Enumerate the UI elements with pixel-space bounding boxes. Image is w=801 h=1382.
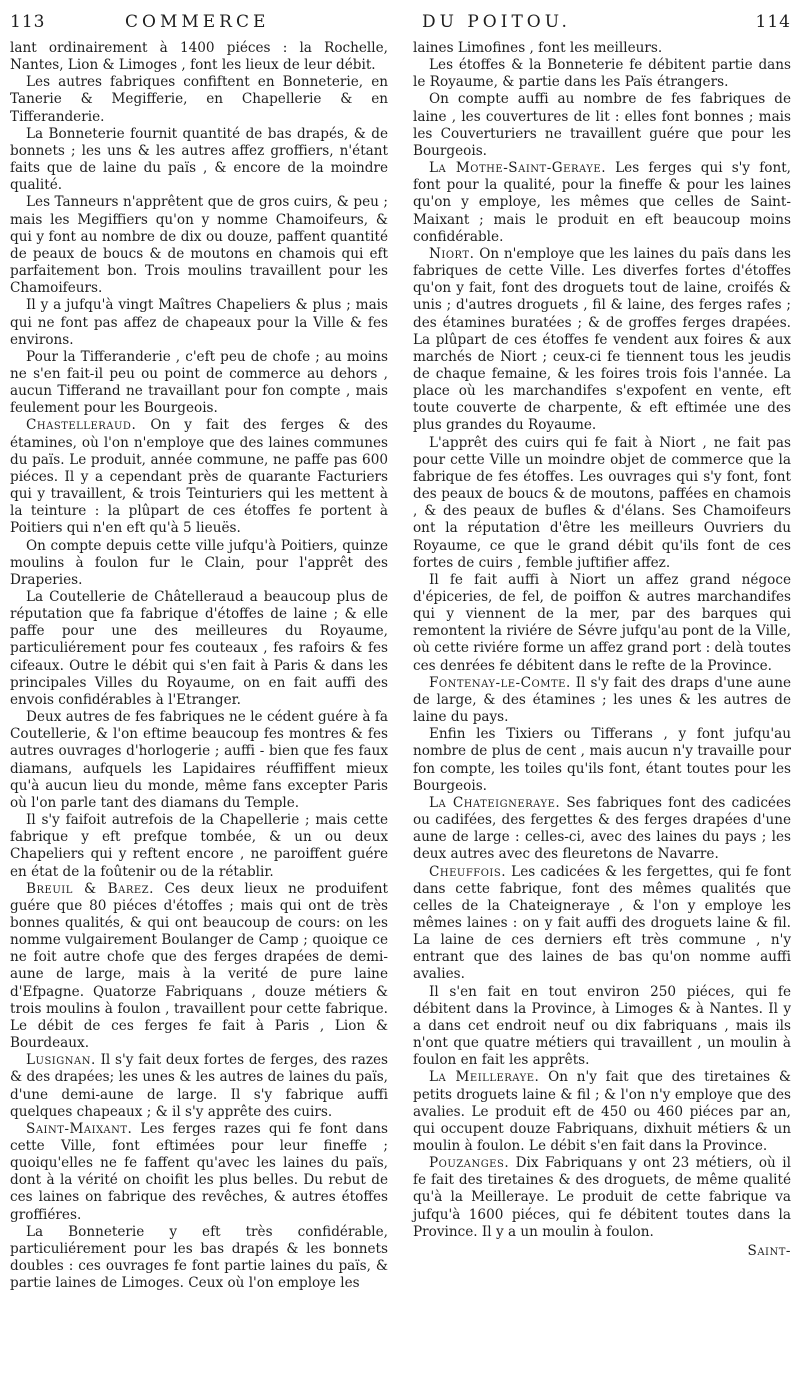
paragraph: Les Tanneurs n'apprêtent que de gros cuirs, & peu ; mais les Megiffiers qu'on y nomme Chamoifeurs, & qui y font au nombre de dix ou douze, paffent quantité de peaux de boucs & de moutons en chamois qui eft parfaitement bon. Trois moulins travaillent pour les Chamoifeurs. <box>10 194 388 297</box>
paragraph: La Mothe-Saint-Geraye. Les ferges qui s'y font, font pour la qualité, pour la fineffe & pour les laines qu'on y employe, les mêmes que celles de Saint-Maixant ; mais le produit en eft beaucoup moins confidérable. <box>413 160 791 245</box>
paragraph: laines Limofines , font les meilleurs. <box>413 40 663 56</box>
right-column <box>413 40 791 1260</box>
page-number-right: 114 <box>755 12 791 32</box>
place-name: La Chateigneraye. <box>429 794 561 811</box>
paragraph: Il s'y faifoit autrefois de la Chapellerie ; mais cette fabrique y eft prefque tombée, & un ou deux Chapeliers qui y reftent encore , ne paroiffent guére en état de la foûtenir ou de la rétablir. <box>10 812 388 880</box>
place-name: Cheuffois. <box>429 863 507 880</box>
place-name: Saint-Maixant. <box>26 1120 133 1137</box>
paragraph: Cheuffois. Les cadicées & les fergettes, qui fe font dans cette fabrique, font des mêmes qualités que celles de la Chateigneraye , & l'on y employe les mêmes laines : on y fait auffi des droguets laine & fil. La laine de ces derniers eft très commune , n'y entrant que des laines de bas qu'on nomme auffi avalies. <box>413 863 791 983</box>
paragraph: On compte auffi au nombre de fes fabriques de laine , les couvertures de lit : elles font bonnes ; mais les Couverturiers ne travaillent guére que pour les Bourgeois. <box>413 91 791 159</box>
paragraph: La Chateigneraye. Ses fabriques font des cadicées ou cadifées, des fergettes & des ferges drapées d'une aune de large : celles-ci, avec des laines du pays ; les deux autres avec des fleuretons de Navarre. <box>413 794 791 863</box>
paragraph: On compte depuis cette ville jufqu'à Poitiers, quinze moulins à foulon fur le Clain, pour l'apprêt des Draperies. <box>10 537 388 588</box>
paragraph: lant ordinairement à 1400 piéces : la Rochelle, Nantes, Lion & Limoges , font les lieux de leur débit. <box>10 40 388 74</box>
place-name: La Meilleraye. <box>429 1069 540 1086</box>
place-name: Niort. <box>429 245 475 262</box>
page-number-left: 113 <box>10 12 46 32</box>
left-column <box>10 40 388 1292</box>
paragraph: Saint-Maixant. Les ferges razes qui fe font dans cette Ville, font eftimées pour leur fineffe ; quoiqu'elles ne fe faffent qu'avec les laines du païs, dont à la vérité on choifit les plus belles. Du rebut de ces laines on fabrique des revêches, & autres étoffes groffiéres. <box>10 1120 388 1223</box>
paragraph: Il y a jufqu'à vingt Maîtres Chapeliers & plus ; mais qui ne font pas affez de chapeaux pour la Ville & fes environs. <box>10 297 388 348</box>
paragraph: Il fe fait auffi à Niort un affez grand négoce d'épiceries, de fel, de poiffon & autres marchandifes qui y viennent de la mer, par des barques qui remontent la riviére de Sévre jufqu'au pont de la Ville, où cette riviére forme un affez grand port : delà toutes ces denrées fe débitent dans le refte de la Province. <box>413 571 791 674</box>
running-header <box>10 12 791 38</box>
paragraph: Pour la Tifferanderie , c'eft peu de chofe ; au moins ne s'en fait-il peu ou point de commerce au dehors , aucun Tifferand ne travaillant pour fon compte , mais feulement pour les Bourgeois. <box>10 348 388 417</box>
paragraph: Il s'en fait en tout environ 250 piéces, qui fe débitent dans la Province, à Limoges & à Nantes. Il y a dans cet endroit neuf ou dix fabriquans , mais ils n'ont que quatre métiers qui travaillent , un moulin à foulon en fait les apprêts. <box>413 983 791 1069</box>
running-title-left: COMMERCE <box>125 12 270 32</box>
paragraph: La Meilleraye. On n'y fait que des tiretaines & petits droguets laine & fil ; & l'on n'y employe que des avalies. Le produit eft de 450 ou 460 piéces par an, qui occupent douze Fabriquans, dixhuit métiers & un moulin à foulon. Le débit s'en fait dans la Province. <box>413 1069 791 1154</box>
place-name: Lusignan. <box>26 1052 96 1069</box>
place-name: Pouzanges. <box>429 1155 510 1172</box>
catchword: Saint- <box>747 1242 791 1259</box>
paragraph: La Bonneterie y eft très confidérable, particuliérement pour les bas drapés & les bonnets doubles : ces ouvrages fe font partie laines du païs, & partie laines de Limoges. Ceux où l'on employe les <box>10 1223 388 1292</box>
running-title-right: DU POITOU. <box>422 12 571 32</box>
paragraph: Enfin les Tixiers ou Tifferans , y font jufqu'au nombre de plus de cent , mais aucun n'y travaille pour fon compte, les toiles qu'ils font, étant toutes pour les Bourgeois. <box>413 726 791 794</box>
paragraph: Breuil & Barez. Ces deux lieux ne produifent guére que 80 piéces d'étoffes ; mais qui ont de très bonnes qualités, & qui ont beaucoup de cours: on les nomme vulgairement Boulanger de Camp ; quoique ce ne foit autre chofe que des ferges drapées de demi-aune de large, mais à la verité de pure laine d'Efpagne. Quatorze Fabriquans , douze métiers & trois moulins à foulon , travaillent pour cette fabrique. Le débit de ces ferges fe fait à Paris , Lion & Bourdeaux. <box>10 880 388 1052</box>
paragraph: La Bonneterie fournit quantité de bas drapés, & de bonnets ; les uns & les autres affez groffiers, n'étant faits que de laine du païs , & encore de la moindre qualité. <box>10 125 388 194</box>
paragraph: Chastelleraud. On y fait des ferges & des étamines, où l'on n'employe que des laines communes du païs. Le produit, année commune, ne paffe pas 600 piéces. Il y a cependant près de quarante Facturiers qui y travaillent, & trois Teinturiers qui les mettent à la teinture : la plûpart de ces étoffes fe portent à Poitiers qui n'en eft qu'à 5 lieuës. <box>10 417 388 537</box>
place-name: Breuil & Barez. <box>26 880 154 897</box>
place-name: Chastelleraud. <box>26 417 137 434</box>
paragraph: Fontenay-le-Comte. Il s'y fait des draps d'une aune de large, & des étamines ; les unes & les autres de laine du pays. <box>413 674 791 726</box>
paragraph: L'apprêt des cuirs qui fe fait à Niort , ne fait pas pour cette Ville un moindre objet de commerce que la fabrique de fes étoffes. Les ouvrages qui s'y font, font des peaux de boucs & de moutons, paffées en chamois , & des peaux de bufles & d'élans. Ses Chamoifeurs ont la réputation d'être les meilleurs Ouvriers du Royaume, ce que le grand débit qu'ils font de ces fortes de cuirs , femble juftifier affez. <box>413 434 791 571</box>
place-name: La Mothe-Saint-Geraye. <box>429 160 607 177</box>
paragraph: La Coutellerie de Châtelleraud a beaucoup plus de réputation que fa fabrique d'étoffes de laine ; & elle paffe pour une des meilleures du Royaume, particuliérement pour fes couteaux , fes rafoirs & fes cifeaux. Outre le débit qui s'en fait à Paris & dans les principales Villes du Royaume, on en fait auffi des envois confidérables à l'Etranger. <box>10 589 388 708</box>
paragraph: Pouzanges. Dix Fabriquans y ont 23 métiers, où il fe fait des tiretaines & des droguets, de même qualité qu'à la Meilleraye. Le produit de cette fabrique va jufqu'à 1600 piéces, qui fe débitent toutes dans la Province. Il y a un moulin à foulon. <box>413 1155 791 1240</box>
paragraph: Deux autres de fes fabriques ne le cédent guére à fa Coutellerie, & l'on eftime beaucoup fes montres & fes autres ouvrages d'horlogerie ; auffi - bien que fes faux diamans, aufquels les Lapidaires réuffiffent mieux qu'à aucun lieu du monde, même fans excepter Paris où l'on parle tant des diamans du Temple. <box>10 709 388 811</box>
place-name: Fontenay-le-Comte. <box>429 674 571 691</box>
paragraph: Les autres fabriques confiftent en Bonneterie, en Tanerie & Megifferie, en Chapellerie & en Tifferanderie. <box>10 74 388 125</box>
paragraph: Niort. On n'employe que les laines du païs dans les fabriques de cette Ville. Les diverfes fortes d'étoffes qu'on y fait, font des droguets tout de laine, croifés & unis ; d'autres droguets , fil & laine, des ferges rafes ; des étamines buratées ; & de groffes ferges drapées. La plûpart de ces étoffes fe vendent aux foires & aux marchés de Niort ; ceux-ci fe tiennent tous les jeudis de chaque femaine, & les foires trois fois l'année. La place où les marchandifes s'expofent en vente, eft toute couverte de charpente, & eft eftimée une des plus grandes du Royaume. <box>413 245 791 434</box>
paragraph: Lusignan. Il s'y fait deux fortes de ferges, des razes & des drapées; les unes & les autres de laines du païs, d'une demi-aune de large. Il s'y fabrique auffi quelques chapeaux ; & il s'y apprête des cuirs. <box>10 1052 388 1120</box>
paragraph: Les étoffes & la Bonneterie fe débitent partie dans le Royaume, & partie dans les Païs étrangers. <box>413 57 791 91</box>
